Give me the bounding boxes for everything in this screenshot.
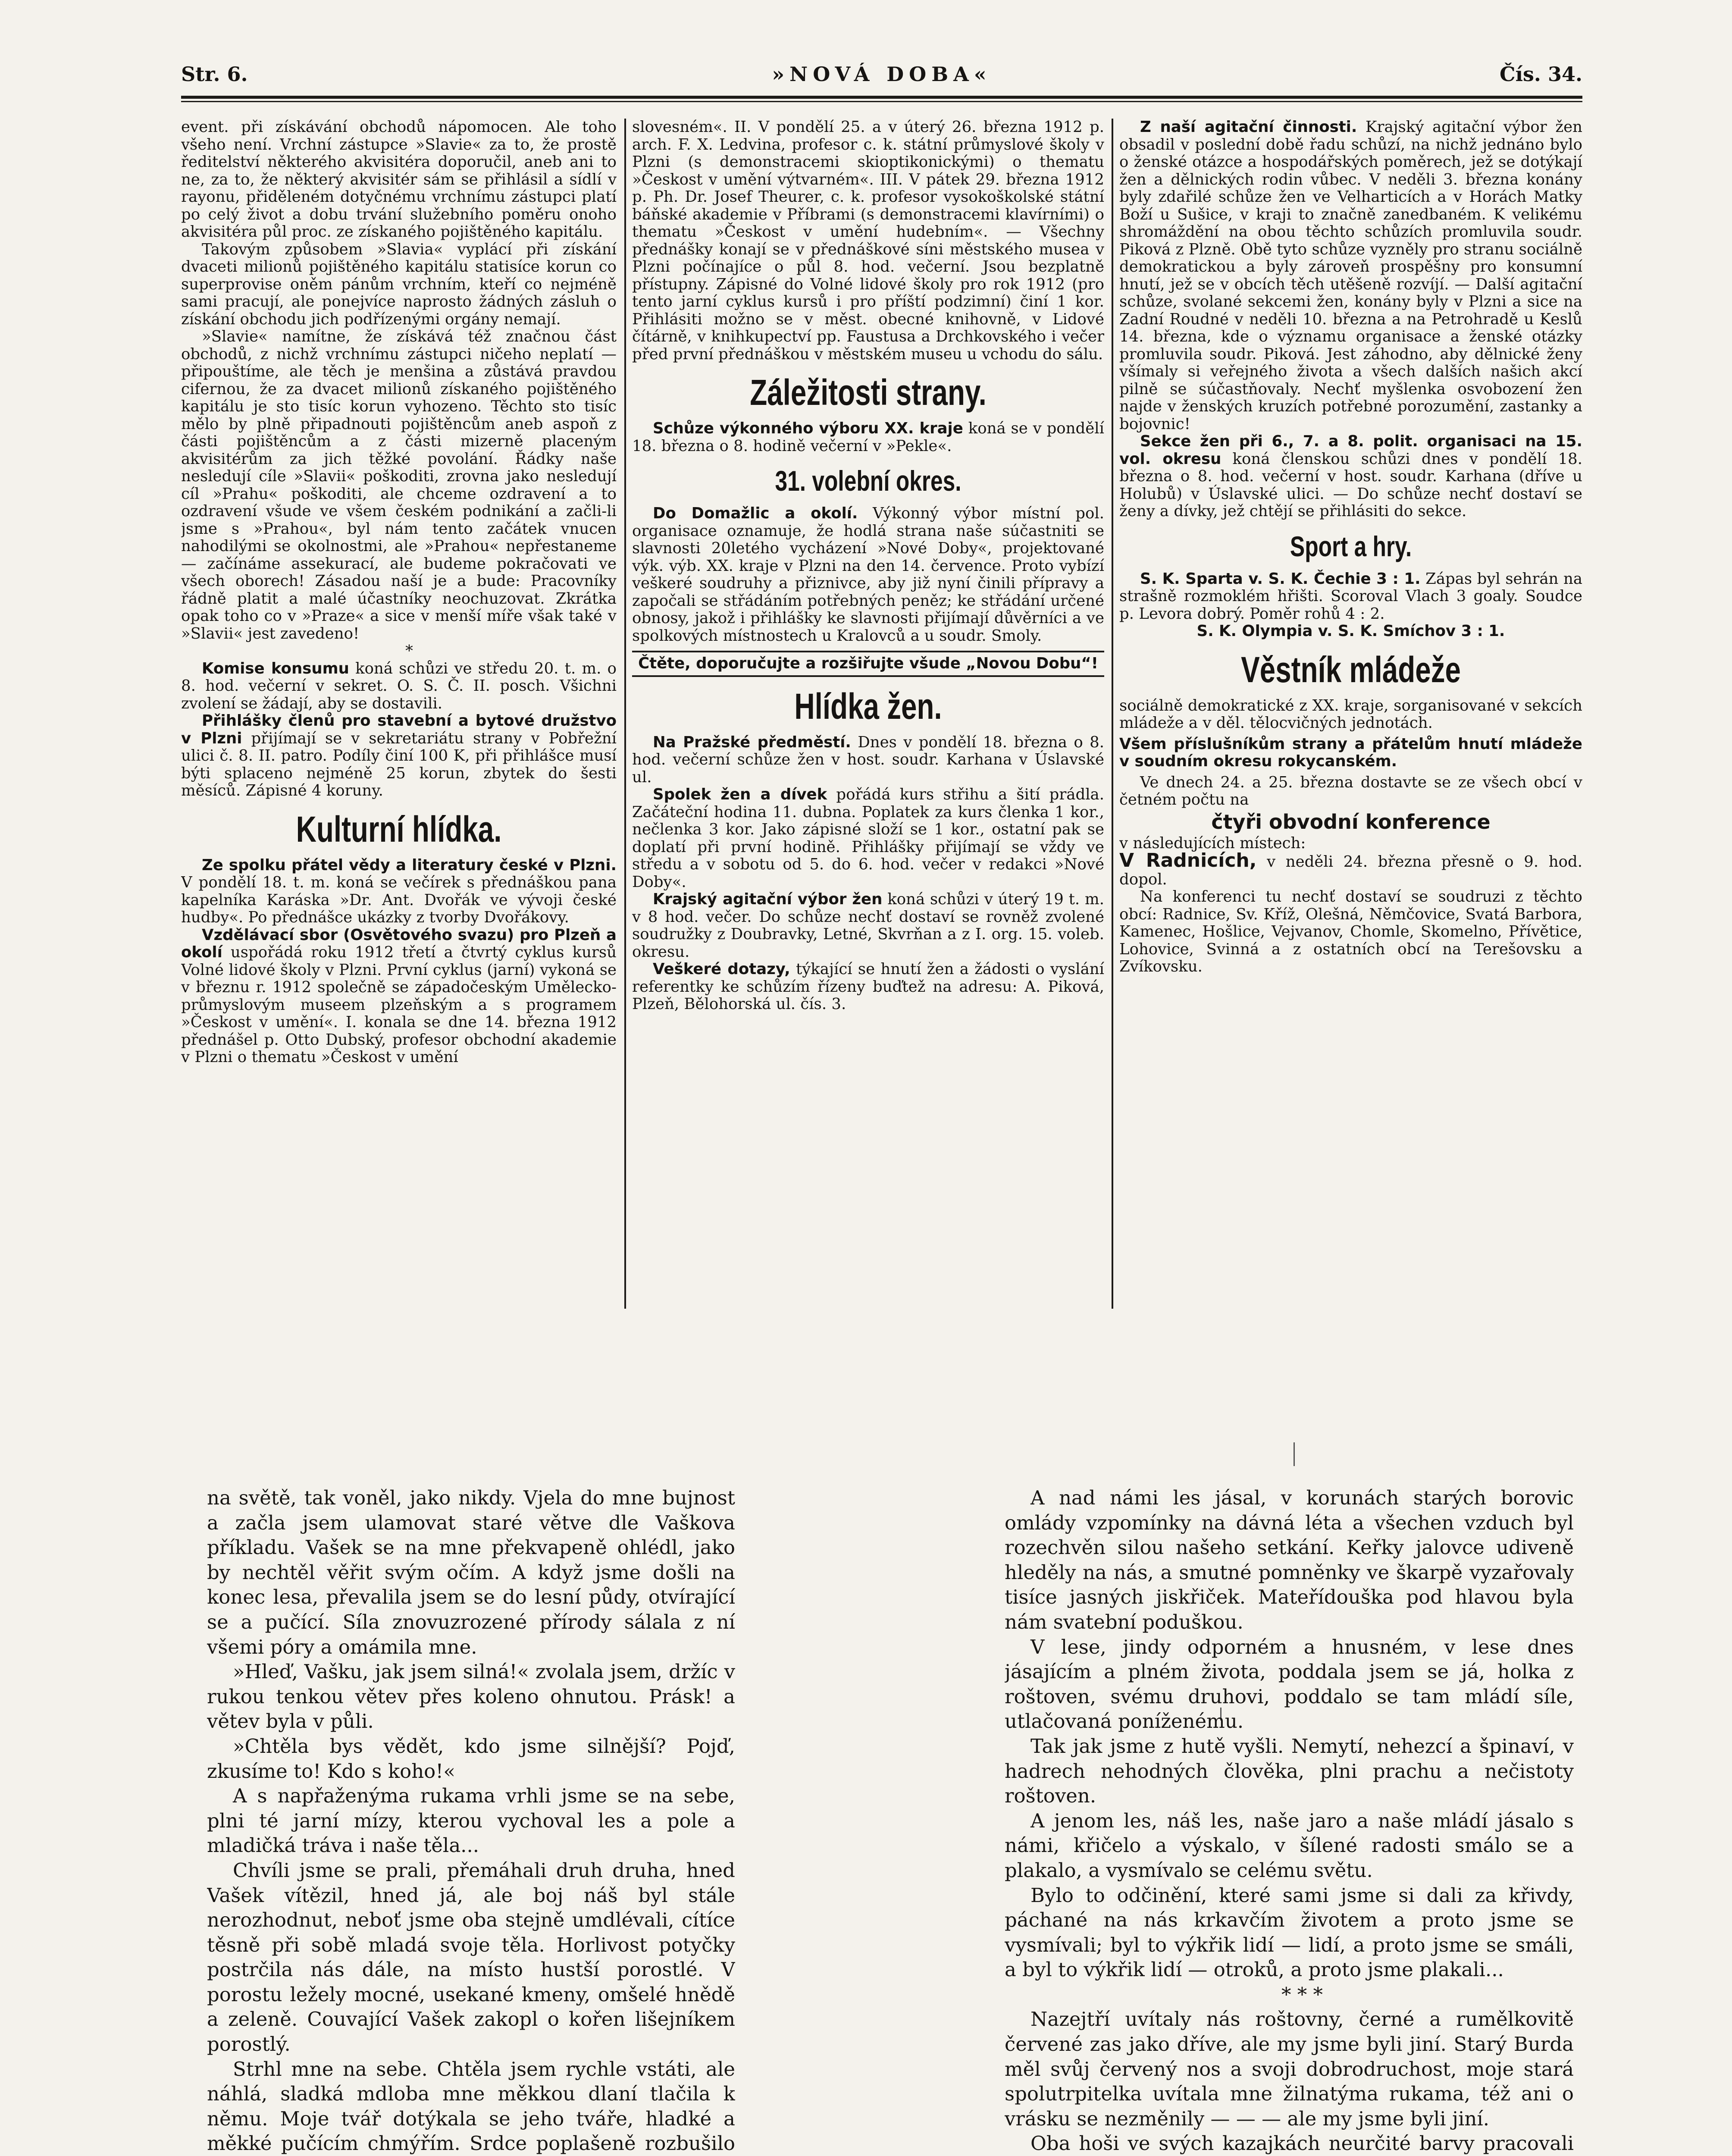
column-1 [181, 119, 617, 1309]
notice-divky: Spolek žen a dívek pořádá kurs střihu a šití prádla. Začáteční hodina 11. dubna. Poplatek za kurs členka 1 kor., nečlenka 3 kor. Jako zápisné složí se 1 kor., ostatní pak se doplatí při první hodině. Přihlášky přijímají se vždy ve středu a v sobotu od 5. do 6. hod. večer v redakci »Nové Doby«. [632, 786, 1104, 891]
column-separator [1112, 119, 1113, 1309]
story-text: Oba hoši ve svých kazajkách neurčité barvy pracovali [1030, 2132, 1574, 2155]
mladez-dny: Ve dnech 24. a 25. března dostavte se ze všech obcí v četném počtu na [1119, 773, 1582, 808]
notice-domazlice: Do Domažlic a okolí. Výkonný výbor místní pol. organisace oznamuje, že hodlá strana naše súčastniti se slavnosti 20letého vycházení »Nové Doby«, projektované výk. výb. XX. kraje v Plzni na den 14. července. Proto vybízí veškeré soudruhy a přiznivce, aby již nyní činili přípravy a započali se střádáním potřebných peněz; ke střádání určené obnosy, jakož i přihlášky ke slavnosti přijímají důvěrníci a ve spolkových místnostech u Kralovců a u soudr. Smoly. [632, 505, 1104, 645]
notice-prihlasky: Přihlášky členů pro stavební a bytové družstvo v Plzni přijímají se v sekretariátu strany v Pobřežní ulici č. 8. II. patro. Podíly činí 100 K, při přihlášce musí býti splaceno nejméně 25 korun, zbytek do šesti měsíců. Zápisné 4 koruny. [181, 712, 617, 799]
section-heading-okres: 31. volební okres. [775, 465, 962, 497]
section-heading-kulturni: Kulturní hlídka. [296, 808, 502, 849]
notice-dotazy: Veškeré dotazy, týkající se hnutí žen a žádosti o vyslání referentky ke schůzím řízeny buďtež na adresu: A. Piková, Plzeň, Bělohorská ul. čís. 3. [632, 960, 1104, 1013]
mladez-vsem: Všem příslušníkům strany a přátelům hnutí mládeže v soudním okresu rokycanském. [1119, 735, 1582, 770]
notice-agitace: Z naší agitační činnosti. Krajský agitační výbor žen obsadil v poslední době řadu schůzí, na nichž jednáno bylo o ženské otázce a hospodářských poměrech, jež se dotýkají žen a dělnických rodin vůbec. V neděli 3. března konány byly zdařilé schůze žen ve Velharticích a v Horách Matky Boží u Sušice, v kraji to značně zanedbaném. K velikému shromáždění na obou těchto schůzích promluvila soudr. Piková z Plzně. Obě tyto schůze vyzněly pro stranu sociálně demokratickou a byly zároveň prospěšny pro konsumní hnutí, jež se v obcích těch utěšeně rozvíjí. — Další agitační schůze, svolané sekcemi žen, konány byly v Plzni a sice na Zadní Roudné v neděli 10. března a na Petrohradě u Keslů 14. března, kde o významu organisace a ženské otázky promluvila soudr. Piková. Jest záhodno, aby dělnické ženy všímaly si veřejného života a všech dalších našich akcí pilně se súčastňovaly. Nechť myšlenka osvobození žen najde v ženských kruzích potřebné porozumění, zastanky a bojovnic! [1119, 119, 1582, 433]
issue-number: Čís. 34. [1499, 63, 1582, 86]
notice-sbor: Vzdělávací sbor (Osvětového svazu) pro Plzeň a okolí uspořádá roku 1912 třetí a čtvrtý cyklus kursů Volné lidové školy v Plzni. První cyklus (jarní) vykoná se v březnu r. 1912 společně se západočeským Umělecko-průmyslovým museem plzeňským a s programem »Českost v umění«. I. konala se dne 14. března 1912 přednášel p. Otto Dubský, profesor obchodní akademie v Plzni o thematu »Českost v umění [181, 926, 617, 1066]
notice-prazske: Na Pražské předměstí. Dnes v pondělí 18. března o 8. hod. večerní schůze žen v host. soudr. Karhana v Úslavské ul. [632, 733, 1104, 786]
column-separator [624, 119, 626, 1309]
story-left-page [207, 1485, 735, 2156]
notice-konference: Na konferenci tu nechť dostaví se soudruzi z těchto obcí: Radnice, Sv. Kříž, Olešná, Němčovice, Svatá Barbora, Kamenec, Hošlice, Vejvanov, Chomle, Skomelno, Přívětice, Lohovice, Svinná a z ostatních obcí na Terešovsku a Zvíkovsku. [1119, 888, 1582, 975]
story-text: A nad námi les jásal, v korunách starých borovic omlády vzpomínky na dávná léta a všechen vzduch byl rozechvěn silou našeho setkání. Keřky jalovce udiveně hleděly na nás, a smutné pomněnky ve škarpě vyzařovaly tisíce jasných jiskřiček. Mateřídouška pod hlavou byla nám svatební poduškou. [1005, 1486, 1574, 1633]
ctyri-konference: čtyři obvodní konference [1211, 810, 1491, 834]
story-text: A jenom les, náš les, naše jaro a naše mládí jásalo s námi, křičelo a výskalo, v šílené radosti smálo se a plakalo, a vysmívalo se celému světu. [1005, 1809, 1574, 1882]
column-2 [632, 119, 1104, 1309]
story-text: V lese, jindy odporném a hnusném, v lese dnes jásajícím a plném života, poddala jsem se já, holka z roštoven, svému druhovi, poddalo se tam mládí síle, utlačovaná poníženému. [1005, 1635, 1574, 1733]
story-text: »Hleď, Vašku, jak jsem silná!« zvolala jsem, držíc v rukou tenkou větev přes koleno ohnutou. Prásk! a větev byla v půli. [207, 1660, 735, 1733]
newspaper-title: »NOVÁ DOBA« [772, 63, 992, 86]
story-right-page [1005, 1485, 1574, 2156]
notice-olympia: S. K. Olympia v. S. K. Smíchov 3 : 1. [1196, 622, 1505, 640]
story-text: Bylo to odčinění, které sami jsme si dali za křivdy, páchané na nás krkavčím životem a proto jsme se vysmívali; byl to výkřik lidí — lidí, a proto jsme se smáli, a byl to výkřik lidí — otroků, a proto jsme plakali... [1005, 1883, 1574, 1981]
article-text: Takovým způsobem »Slavia« vyplácí při získání dvaceti milionů pojištěného kapitálu statisíce korun co superprovise oněm pánům vrchním, kteří co nejméně sami pracují, ale ponejvíce naprosto žádných zásluh o získání obchodu jich podřízenými orgány nemají. [181, 240, 617, 328]
scan-mark [1294, 1442, 1295, 1466]
section-heading-zen: Hlídka žen. [794, 686, 942, 727]
story-text: Chvíli jsme se prali, přemáhali druh druha, hned Vašek vítězil, hned já, ale boj náš byl stále nerozhodnut, neboť jsme oba stejně umdlévali, cítíce těsně při sobě mladá svoje těla. Horlivost potyčky postrčila nás dále, na místo hustší porostlé. V porostu ležely mocné, usekané kmeny, omšelé hnědě a zeleně. Couvající Vašek zakopl o kořen lišejníkem porostlý. [207, 1858, 735, 2056]
page-number: Str. 6. [181, 63, 248, 86]
notice-sekce: Sekce žen při 6., 7. a 8. polit. organisaci na 15. vol. okresu koná členskou schůzi dnes v pondělí 18. března o 8. hod. večerní v host. soudr. Karhana (dříve u Holubů) v Úslavské ulici. — Do schůze nechť dostaví se ženy a dívky, jež chtějí se přihlásiti do sekce. [1119, 432, 1582, 520]
story-text: Strhl mne na sebe. Chtěla jsem rychle vstáti, ale náhlá, sladká mdloba mne měkkou dlaní tlačila k němu. Moje tvář dotýkala se jeho tváře, hladké a měkké pučícím chmýřím. Srdce poplašeně rozbušilo [207, 2057, 735, 2155]
page-header [181, 63, 1582, 93]
notice-radnice: V Radnicích, v neděli 24. března přesně o 9. hod. dopol. [1119, 849, 1582, 888]
notice-agit: Krajský agitační výbor žen koná schůzi v úterý 19 t. m. v 8 hod. večer. Do schůze nechť dostaví se rovněž zvolené soudružky z Doubravky, Letné, Skvrňan a z I. org. 15. voleb. okresu. [632, 890, 1104, 961]
section-heading-sport: Sport a hry. [1290, 530, 1412, 562]
notice-sparta: S. K. Sparta v. S. K. Čechie 3 : 1. Zápas byl sehrán na strašně rozmoklém hřišti. Scoroval Vlach 3 goaly. Soudce p. Levora dobrý. Poměr rohů 4 : 2. [1119, 570, 1582, 623]
boxed-notice [632, 651, 1104, 677]
section-heading-strany: Záležitosti strany. [750, 372, 987, 413]
article-text: event. při získávání obchodů nápomocen. Ale toho všeho není. Vrchní zástupce »Slavie« za to, že prostě ředitelství některého akvisitéra doporučil, aneb ani to ne, za to, že některý akvisitér sám se přihlásil a sídlí v rayonu, přiděleném dotyčnému vrchnímu zástupci platí po celý život a dobu trvání služebního poměru onoho akvisitéra půl proc. ze získaného pojištěného kapitálu. [181, 119, 617, 241]
mladez-intro: sociálně demokratické z XX. kraje, sorganisované v sekcích mládeže a v děl. tělocvičných jednotách. [1119, 696, 1582, 732]
story-separator: * * * [1281, 1983, 1323, 2006]
column-3 [1119, 119, 1582, 1309]
notice-schuze: Schůze výkonného výboru XX. kraje koná se v pondělí 18. března o 8. hodině večerní v »Pekle«. [632, 420, 1104, 455]
story-text: na světě, tak voněl, jako nikdy. Vjela do mne bujnost a začla jsem ulamovat staré větve dle Vaškova příkladu. Vašek se na mne překvapeně ohlédl, jako by nechtěl věřit svým očím. A když jsme došli na konec lesa, převalila jsem se do lesní půdy, otvírající se a pučící. Síla znovuzrozené přírody sálala z ní všemi póry a omámila mne. [207, 1486, 735, 1658]
header-rule-thin [181, 101, 1582, 102]
notice-komise: Komise konsumu koná schůzi ve středu 20. t. m. o 8. hod. večerní v sekret. O. S. Č. II. posch. Všichni zvolení se žádají, aby se dostavili. [181, 659, 617, 712]
story-text: »Chtěla bys vědět, kdo jsme silnější? Pojď, zkusíme to! Kdo s koho!« [207, 1734, 735, 1783]
section-heading-mladez: Věstník mládeže [1241, 649, 1461, 690]
notice-spolek: Ze spolku přátel vědy a literatury české v Plzni. V pondělí 18. t. m. koná se večírek s přednáškou pana kapelníka Karáska »Dr. Ant. Dvořák ve vývoji české hudby«. Po přednášce ukázky z tvorby Dvořákovy. [181, 856, 617, 926]
story-text: A s napřaženýma rukama vrhli jsme se na sebe, plni té jarní mízy, kterou vychoval les a pole a mladičká tráva i naše těla... [207, 1784, 735, 1857]
article-text: slovesném«. II. V pondělí 25. a v úterý 26. března 1912 p. arch. F. X. Ledvina, profesor c. k. státní průmyslové školy v Plzni (s demonstracemi skioptikonickými) o thematu »Českost v umění výtvarném«. III. V pátek 29. března 1912 p. Ph. Dr. Josef Theurer, c. k. profesor vysokoškolské státní báňské akademie v Příbrami (s demonstracemi klavírními) o thematu »Českost v umění hudebním«. — Všechny přednášky konají se v přednáškové síni městského musea v Plzni počínajíce o půl 8. hod. večerní. Jsou bezplatně přístupny. Zápisné do Volné lidové školy pro rok 1912 (pro tento jarní cyklus kursů i pro příští podzimní) činí 1 kor. Přihlásiti možno se v měst. obecné knihovně, v Lidové čítárně, v knihkupectví pp. Faustusa a Drchkovského i večer před první přednáškou v městském museu u vchodu do sálu. [632, 119, 1104, 363]
separator-star: * [405, 642, 413, 660]
article-text: »Slavie« namítne, že získává též značnou část obchodů, z nichž vrchnímu zástupci ničeho neplatí — připouštíme, ale těch je menšina a zůstává pravdou cifernou, že za dvacet milionů získaného pojištěného kapitálu je sto tisíc korun vyhozeno. Těchto sto tisíc mělo by plně připadnouti pojištěncům aneb aspoň z části pojištěncům a z části mizerně placeným akvisitérům za jich těžké povolání. Řádky naše nesledují cíle »Slavii« poškoditi, zrovna jako nesledují cíl »Prahu« poškoditi, ale chceme ozdravení a to ozdravení všude ve všem českém podnikání a začli-li jsme s »Prahou«, byl nám tento začátek vnucen nahodilými se okolnostmi, ale »Prahou« nepřestaneme — začínáme assekurací, ale budeme pokračovati ve všech oborech! Zásadou naší je a bude: Pracovníky řádně platit a malé účastníky neochuzovat. Zkrátka opak toho co v »Praze« a sice v menší míře však také v »Slavii« jest zavedeno! [181, 328, 617, 642]
story-text: Tak jak jsme z hutě vyšli. Nemytí, nehezcí a špinaví, v hadrech nehodných člověka, plni prachu a nečistoty roštoven. [1005, 1734, 1574, 1808]
header-rule [181, 96, 1582, 99]
story-text: Nazejtří uvítaly nás roštovny, černé a rumělkovitě červené zas jako dříve, ale my jsme byli jiní. Starý Burda měl svůj červený nos a svoji dobrodruchost, moje stará spolutrpitelka uvítala mne žilnatýma rukama, též ani o vrásku se nezměnily — — — ale my jsme byli jiní. [1005, 2008, 1574, 2130]
mladez-mistech: v následujících místech: [1119, 834, 1306, 852]
ctete-notice: Čtěte, doporučujte a rozšiřujte všude „Novou Dobu“! [638, 655, 1098, 672]
